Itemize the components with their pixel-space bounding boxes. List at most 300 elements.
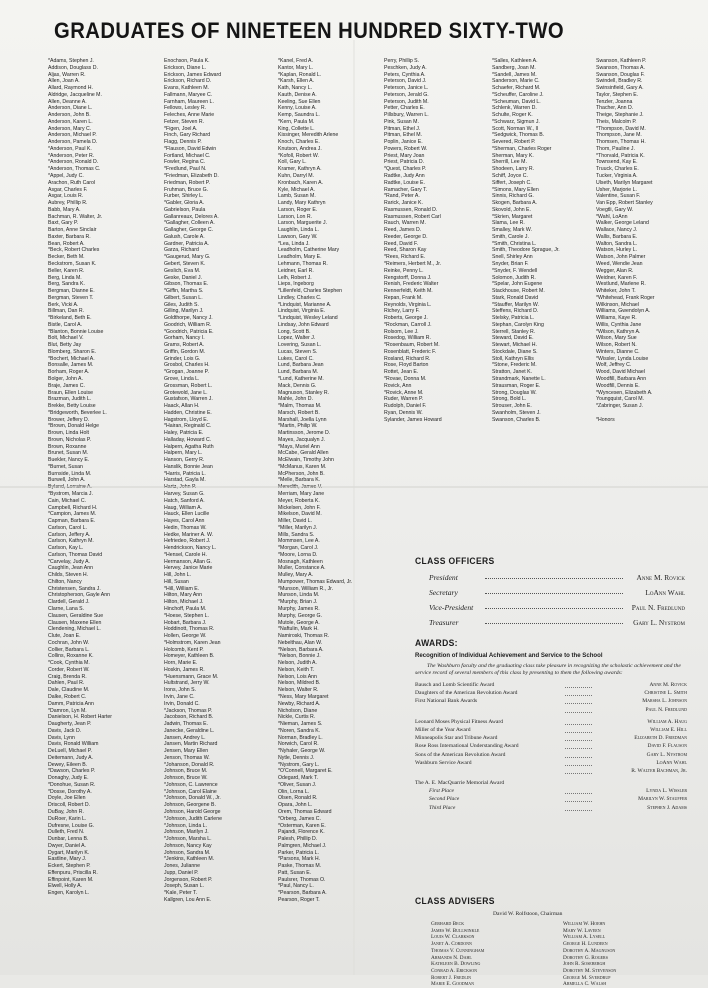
graduate-name: Anderson, Mary C. <box>48 125 92 132</box>
graduate-name: Kemp, Saundra L. <box>278 112 320 119</box>
graduate-name: Hinchoff, Paula M. <box>164 606 207 613</box>
graduate-name: Childs, Steven H. <box>48 572 89 579</box>
award-recipient: Paul N. Fredlund <box>645 706 687 713</box>
graduate-name: Snyder, Brian F. <box>492 260 529 267</box>
graduate-name: *Kofoll, Robert W. <box>278 152 319 159</box>
graduate-name: Craig, Brenda R. <box>48 673 87 680</box>
graduate-name: *Anderson, Paul K. <box>48 145 92 152</box>
graduate-name: Kramer, Kathryn A. <box>278 166 322 173</box>
graduate-name: *Jenkins, Kathleen M. <box>164 856 215 863</box>
graduate-name: Wilson, Robert N. <box>596 342 637 349</box>
graduate-name: Shodeen, Larry R. <box>492 166 535 173</box>
graduate-name: Marsch, Robert B. <box>278 409 320 416</box>
graduate-name: Carlson, Kathryn M. <box>48 538 94 545</box>
graduate-name: Irons, John S. <box>164 687 197 694</box>
graduate-name: Snell, Shirley Ann <box>492 254 533 261</box>
graduate-name: *Nystrom, Gary L. <box>278 761 320 768</box>
graduate-name: Hobart, Barbara J. <box>164 619 207 626</box>
graduate-name: *Adams, Stephen J. <box>48 58 94 64</box>
award-recipient: Anne M. Rovick <box>649 682 687 688</box>
graduate-name: Dale, Claudine M. <box>48 687 90 694</box>
graduate-name: Hollen, George W. <box>164 633 207 640</box>
award-row <box>415 707 687 715</box>
graduate-name: Johnson, Georgene B. <box>164 802 216 809</box>
graduate-name: Thomsen, Thomas H. <box>596 139 646 146</box>
graduate-name: Lieps, Ingeborg <box>278 281 314 288</box>
graduates-column-1 <box>48 58 112 897</box>
awards-list <box>415 682 687 813</box>
graduate-name: Beller, Karen R. <box>48 267 85 274</box>
graduate-name: Gorham, Nancy I. <box>164 335 205 342</box>
graduate-name: Braje, James C. <box>48 382 85 389</box>
adviser-name: Dorothy M. Stevenson <box>563 967 617 974</box>
graduate-name: *Scheuman, David L. <box>492 98 541 105</box>
graduate-name: Lindquist, Virginia E. <box>278 308 326 315</box>
graduate-name: Erickson, Richard D. <box>164 78 212 85</box>
graduate-name: Radtke, Louise E. <box>384 179 425 186</box>
officer-name: Anne M. Rovick <box>636 573 685 582</box>
adviser-name: Gerhard Beck <box>431 921 465 927</box>
award-row <box>415 727 687 735</box>
graduate-name: *Anderson, Ronald D. <box>48 159 99 166</box>
graduate-name: Johnson, Nancy Kay <box>164 842 212 849</box>
adviser-name: Mary W. Laveen <box>563 927 601 934</box>
graduate-name: Eckert, Stephen P. <box>48 863 91 870</box>
graduate-name: Sherman, Mary K. <box>492 152 534 159</box>
graduate-name: Poplin, Janice E. <box>384 139 423 146</box>
graduate-name: Reed, Sharon Kay <box>384 247 427 254</box>
graduate-name: Effenpuru, Priscilla R. <box>48 869 98 876</box>
graduate-name: Thacher, Ann D. <box>596 105 634 112</box>
graduate-name: Hendrickson, Nancy L. <box>164 545 217 552</box>
graduate-name: *Cook, Cynthia M. <box>48 660 90 667</box>
award-label: First Place <box>429 788 455 795</box>
graduate-name: Brekke, Betty Louise <box>48 403 96 410</box>
graduate-name: Grams, Robert A. <box>164 342 205 349</box>
graduate-name: Gilbert, Susan L. <box>164 294 203 301</box>
graduate-name: Carlson, Jeffery A. <box>48 531 91 538</box>
graduate-name: *Paul, Nancy L. <box>278 883 314 890</box>
graduate-name: *Oliver, Susan J. <box>278 781 317 788</box>
graduate-name: Swanholm, Steven J. <box>492 409 541 416</box>
graduate-name: *Thompson, David M. <box>596 125 646 132</box>
graduate-name <box>596 410 655 417</box>
graduate-name: Gebert, Steven K. <box>164 260 206 267</box>
graduate-name: Kallgren, Lou Ann E. <box>164 896 212 903</box>
graduate-name: Lucas, Steven S. <box>278 348 318 355</box>
graduate-name: Lelh, Robert J. <box>278 274 312 281</box>
graduate-name: Kissinger, Meredith Arlene <box>278 132 339 139</box>
graduate-name: *Brown, Donald Helge <box>48 423 100 430</box>
graduate-name: Hefriedeo, Robert J. <box>164 538 211 545</box>
graduate-name: Harvey, Susan G. <box>164 491 205 497</box>
graduate-name: Horn, Marie E. <box>164 660 198 667</box>
graduate-name: Nebelthau, Alan W. <box>278 639 323 646</box>
graduate-name: Powers, Robert W. <box>384 145 428 152</box>
graduate-name: Weed, Wendie Jean <box>596 260 643 267</box>
graduate-name: Meyer, Roberta K. <box>278 497 320 504</box>
graduate-name: *Pearson, Barbara A. <box>278 890 327 897</box>
graduate-name: *Stauffer, Marilyn W. <box>492 301 539 308</box>
graduate-name: Steffens, Richard D. <box>492 308 539 315</box>
graduate-name: Kronbach, Karen A. <box>278 179 323 186</box>
graduate-name: Irvin, Jane C. <box>164 693 195 700</box>
graduate-name: Dufresne, Louise G. <box>48 822 95 829</box>
graduate-name: Muller, Constance A. <box>278 565 326 572</box>
graduate-name: Watson, Hurley L. <box>596 247 638 254</box>
graduate-name: Asgar, Charles F. <box>48 186 88 193</box>
graduate-name: Sandberg, Joan M. <box>492 64 536 71</box>
graduate-name: Furber, Shirley L. <box>164 193 204 200</box>
graduate-name: Byland, Lorraine A. <box>48 484 92 491</box>
graduate-name: *Nelson, Barbara A. <box>278 646 324 653</box>
graduate-name: Schulte, Roger K. <box>492 112 533 119</box>
graduate-name: Wilkinson, Michael <box>596 301 639 308</box>
graduate-name: *Rovae, Donna M. <box>384 375 427 382</box>
graduate-name: Dulleth, Fred N. <box>48 829 85 836</box>
graduate-name: Stockdale, Diane S. <box>492 348 538 355</box>
graduate-name: Aljas, Warren R. <box>48 71 86 78</box>
graduate-name: McPherson, John B. <box>278 470 325 477</box>
graduate-name: Berg, Linda M. <box>48 274 82 281</box>
graduate-name: *Damron, Lyn M. <box>48 707 87 714</box>
graduate-name: *Stone, Frederic M. <box>492 362 537 369</box>
graduates-column-6 <box>596 58 655 423</box>
graduate-name: Fellows, Lesley R. <box>164 105 207 112</box>
graduate-name: *Morgan, Carol J. <box>278 545 319 552</box>
graduate-name: Hilton, Mary Ann <box>164 592 203 599</box>
graduate-name: *Reimers, Herbert M., Jr. <box>384 260 442 267</box>
award-recipient: Gary L. Nystrom <box>646 751 687 758</box>
graduate-name: Jupp, Daniel P. <box>164 869 199 876</box>
graduate-name: Truuck, Charles E. <box>596 166 639 173</box>
graduate-name: DuBay, John R. <box>48 808 84 815</box>
graduate-name: Lovering, Susan L. <box>278 342 322 349</box>
graduate-name: Strong, Douglas W. <box>492 389 537 396</box>
graduate-name: Strausman, Roger E. <box>492 382 541 389</box>
class-advisers-section <box>415 896 687 988</box>
officer-row <box>415 586 685 601</box>
graduate-name: Bolger, John A. <box>48 375 83 382</box>
graduate-name: Eastline, Mary J. <box>48 856 87 863</box>
graduate-name: Bachman, R. Walter, Jr. <box>48 213 103 220</box>
adviser-name: Kathleen B. Dowling <box>431 961 481 968</box>
award-row <box>415 698 687 706</box>
awards-subheading: Recognition of Individual Achievement and Service to the School <box>415 652 603 659</box>
graduate-name: DuRoer, Karin L. <box>48 815 87 822</box>
advisers-right-column <box>563 921 616 988</box>
graduate-name: *Giffin, Martha S. <box>164 288 204 295</box>
award-row <box>415 752 687 760</box>
graduate-name: Fruhman, Bruce G. <box>164 186 209 193</box>
graduate-name: Bergman, Steven T. <box>48 294 94 301</box>
graduate-name: Rasmussen, Robert Carl <box>384 213 441 220</box>
graduate-name: Kantor, Mary L. <box>278 64 314 71</box>
graduate-name: *Hoese, Stephen L. <box>164 612 209 619</box>
graduate-name: Magnuson, Stanley R. <box>278 389 330 396</box>
graduate-name: Fetzer, Steven R. <box>164 118 205 125</box>
graduate-name: Paulsrer, Thomas O. <box>278 876 326 883</box>
graduate-name: *Naftulin, Mark H. <box>278 626 319 633</box>
graduate-name: Mickelsen, John F. <box>278 504 321 511</box>
graduate-name: Sanderson, Marie C. <box>492 78 540 85</box>
award-label: Washburn Service Award <box>415 759 472 766</box>
class-officers-heading: CLASS OFFICERS <box>415 556 495 567</box>
graduate-name: Halpern, Mary L. <box>164 450 203 457</box>
graduate-name: Lukes, Carol C. <box>278 355 314 362</box>
graduate-name: Norwich, Carol R. <box>278 741 319 748</box>
award-label: Daughters of the American Revolution Award <box>415 690 518 697</box>
graduate-name: Merriam, Mary Jane <box>278 491 325 497</box>
graduate-name: Murphy, James R. <box>278 606 320 613</box>
graduate-name: Fowler, Regina C. <box>164 159 206 166</box>
graduate-name: Lund, Barbara Jean <box>278 362 324 369</box>
graduate-name: Haley, Patricia E. <box>164 430 204 437</box>
graduate-name: Palmgren, Michael J. <box>278 842 327 849</box>
graduate-name: Nelson, Keith T. <box>278 666 315 673</box>
graduate-name: Clausen, Maxene Ellen <box>48 619 102 626</box>
graduate-name: Nelson, Lois Ann <box>278 673 317 680</box>
graduate-name: Aubrey, Phillip R. <box>48 200 88 207</box>
graduate-name: Driscoll, Robert D. <box>48 802 91 809</box>
graduate-name: Hervey, Janice Marie <box>164 565 213 572</box>
graduate-name: Usher, Marjorie L. <box>596 186 637 193</box>
award-label: Bausch and Lomb Scientific Award <box>415 682 495 688</box>
graduate-name: Stewart, Michael H. <box>492 342 537 349</box>
graduate-name: Olin, Lorna L. <box>278 788 310 795</box>
graduate-name: Harstad, Gayla M. <box>164 477 206 484</box>
graduate-name: Smalley, Mark W. <box>492 227 532 234</box>
graduate-name: Landy, Mary Kathryn <box>278 200 326 207</box>
graduate-name: *Johnson, Linda L. <box>164 822 207 829</box>
award-recipient: R. Walter Bachman, Jr. <box>631 767 687 774</box>
graduate-name: Orem, Thomas Edward <box>278 808 332 815</box>
graduate-name: Hatch, Sanford A. <box>164 497 205 504</box>
graduate-name: *Rees, Richard E. <box>384 254 426 261</box>
graduate-name: Fortland, Michael C. <box>164 152 211 159</box>
graduate-name: Goodrich, William R. <box>164 321 212 328</box>
graduate-name: Christensen, Sandra J. <box>48 585 101 592</box>
graduate-name: *Donohue, Susan R. <box>48 781 96 788</box>
graduate-name: *Zabringer, Susan J. <box>596 403 644 410</box>
graduate-name: Meredith, James V. <box>278 484 323 491</box>
graduate-name: *McManus, Karen M. <box>278 463 327 470</box>
graduate-name: *Kanel, Fred A. <box>278 58 313 64</box>
graduate-name: Grotewold, Jane L. <box>164 389 208 396</box>
graduate-name: Reed, James D. <box>384 227 422 234</box>
graduate-name: Baxt, Gary P. <box>48 220 79 227</box>
graduate-name: Palesh, Phillip D. <box>278 836 318 843</box>
graduate-name: Peterson, Judith M. <box>384 98 429 105</box>
award-row <box>415 760 687 768</box>
graduate-name: Koll, Gary L. <box>278 159 307 166</box>
graduate-name: Wallace, Nancy J. <box>596 227 638 234</box>
graduate-name: Gallagher, George C. <box>164 227 214 234</box>
graduate-name: Clendening, Michael L. <box>48 626 101 633</box>
graduate-name: *Lillenfeld, Charles Stephen <box>278 288 343 295</box>
graduate-name: *Noren, Sandra K. <box>278 727 321 734</box>
graduate-name: Pink, Susan M. <box>384 118 419 125</box>
graduate-name: Long, Scott B. <box>278 328 311 335</box>
graduate-name: Becker, Beth M. <box>48 254 85 261</box>
graduate-name: *Sedgwick, Thomas B. <box>492 132 545 139</box>
graduate-name: Gabrielson, Paula <box>164 206 206 213</box>
graduate-name: Mommsen, Lee A. <box>278 538 320 545</box>
graduate-name: Gallanreaux, Delores A. <box>164 213 219 220</box>
award-recipient: William E. Hill <box>650 726 687 733</box>
graduate-name: Rosedog, William R. <box>384 335 431 342</box>
graduate-name: Grove, Linda L. <box>164 375 200 382</box>
graduate-name: Westlund, Marlene R. <box>596 281 646 288</box>
graduate-name: *Johnson, Marsha L. <box>164 836 212 843</box>
graduate-name: Anderson, Michael P. <box>48 132 97 139</box>
graduate-name: Johnson, Bruce W. <box>164 775 208 782</box>
graduate-name: *Miller, Marilyn J. <box>278 524 318 531</box>
graduate-name: *Simons, Mary Ellen <box>492 186 539 193</box>
adviser-name: Dorothy A. Magnuson <box>563 947 616 954</box>
graduate-name: Ulseth, Marilyn Margaret <box>596 179 653 186</box>
graduate-name: Brown, Nicholas P. <box>48 436 92 443</box>
graduate-name: Grossman, Robert L. <box>164 382 213 389</box>
graduate-name: *Hill, William E. <box>164 585 200 592</box>
graduate-name: Dahlen, Paul R. <box>48 680 85 687</box>
graduate-name: *Karsh, Ellen A. <box>278 78 315 85</box>
adviser-name: John R. Sosebergh <box>563 961 606 968</box>
graduate-name: Kath, Nancy L. <box>278 85 313 92</box>
graduate-name: *Friedman, Elizabeth D. <box>164 173 219 180</box>
graduate-name: Priest, Patricia D. <box>384 159 425 166</box>
graduate-name: Steward, David E. <box>492 335 534 342</box>
awards-intro: The Washburn faculty and the graduating class take pleasure in recognizing the scholastic achievement and the service record of several members of this class by presenting to them the following awards: <box>415 663 681 676</box>
graduate-name: Scott, Norman W., II <box>492 125 539 132</box>
graduate-name: Lopez, Walter J. <box>278 335 316 342</box>
graduate-name: *Murphy, Brian J. <box>278 599 318 606</box>
graduate-name: *Sherman, Charles Roger <box>492 145 552 152</box>
graduate-name: Munson, Linda M. <box>278 592 320 599</box>
graduate-name: Doyle, Joe Ellen <box>48 795 86 802</box>
graduate-name: Perry, Phillip S. <box>384 58 420 64</box>
graduate-name: Sylander, James Howard <box>384 416 442 423</box>
award-label: First National Bank Awards <box>415 698 478 705</box>
graduate-name: Brazman, Judith L. <box>48 396 92 403</box>
graduate-name: Thompson, Jane M. <box>596 132 642 139</box>
adviser-name: Conrad A. Erickson <box>431 967 478 974</box>
graduate-name: Nelson, Judith A. <box>278 660 317 667</box>
graduate-name: Janecke, Geraldine L. <box>164 727 215 734</box>
graduate-name: Beckstrom, Susan K. <box>48 260 97 267</box>
graduate-name: Donaghy, Judy E. <box>48 775 89 782</box>
graduate-name: Reed, David F. <box>384 240 419 247</box>
graduate-name: *Carvelay, Judy A. <box>48 558 90 565</box>
graduate-name: Brunet, Susan M. <box>48 450 89 457</box>
graduate-name: Irvin, Donald C. <box>164 700 200 707</box>
graduate-name: Cochran, John W. <box>48 639 90 646</box>
graduate-name: Haack, Allan H. <box>164 403 200 410</box>
graduate-name: Effinpoint, Karen M. <box>48 876 94 883</box>
graduate-name: Bonsalle, James M. <box>48 362 94 369</box>
graduate-name: Peterson, Jerald G. <box>384 91 429 98</box>
graduate-name: *Spelar, John Eugene <box>492 281 543 288</box>
award-recipient: Stephen J. Adams <box>647 804 687 811</box>
graduate-name: *Goodrich, Patricia E. <box>164 328 214 335</box>
graduate-name: Jadwin, Thomas E. <box>164 721 209 728</box>
graduate-name: Sinnis, Richard G. <box>492 193 534 200</box>
graduate-name: Garza, Richard <box>164 247 199 254</box>
graduate-name: Pajandi, Florence K. <box>278 829 325 836</box>
graduate-name: Farnham, Maureen L. <box>164 98 214 105</box>
graduate-name: Jensen, Mary Ellen <box>164 748 209 755</box>
graduate-name: Sterrell, Stanley R. <box>492 328 536 335</box>
graduate-name: Carlson, Thomas David <box>48 551 103 558</box>
graduate-name: King, Collette L. <box>278 125 315 132</box>
graduate-name: *Lea, Linda J. <box>278 240 310 247</box>
graduate-name: Pitman, Ethel M. <box>384 132 423 139</box>
graduate-name: *Blanton, Bonnie Louise <box>48 328 104 335</box>
graduate-name: Christopherson, Gayle Ann <box>48 592 110 599</box>
graduates-column-4 <box>384 58 442 423</box>
award-recipient: William A. Haug <box>647 718 687 725</box>
graduate-name: Hanson, Gerry R. <box>164 457 205 464</box>
adviser-name: Janet A. Cordonn <box>431 941 472 948</box>
graduate-name: Hayes, Carol Ann <box>164 518 205 525</box>
graduate-name: *Salles, Kathleen A. <box>492 58 538 64</box>
graduate-name: *Kern, Paula M. <box>278 118 315 125</box>
graduate-name: Watson, John Palmer <box>596 254 646 261</box>
graduate-name: Hill, Susan <box>164 578 189 585</box>
graduate-name: Leadholm, Catherine Mary <box>278 247 340 254</box>
graduate-name: *Rockman, Carroll J. <box>384 321 432 328</box>
graduate-name: Willis, Cynthia Jane <box>596 321 642 328</box>
graduate-name: Erickson, James Edward <box>164 71 222 78</box>
graduate-name: *Lund, Katherine M. <box>278 375 324 382</box>
graduate-name: Rasmussen, Ronald D. <box>384 206 438 213</box>
graduate-name: Nickle, Curtis R. <box>278 714 316 721</box>
graduate-name: Collins, Roxanne K. <box>48 653 94 660</box>
graduate-name: Geske, Daniel J. <box>164 274 203 281</box>
graduate-name: Enochson, Paula K. <box>164 58 210 64</box>
graduate-name: Davis, Jack D. <box>48 727 82 734</box>
award-row <box>415 805 687 813</box>
graduate-name: Johnson, Bruce M. <box>164 768 208 775</box>
graduate-name: Gustafson, Warren J. <box>164 396 213 403</box>
graduate-name: *Jackson, Thomas P. <box>164 707 213 714</box>
graduate-name: Tucker, Virginia A. <box>596 173 638 180</box>
officer-role: Treasurer <box>429 618 459 627</box>
graduate-name: *Sandell, James M. <box>492 71 537 78</box>
graduate-name: Pearson, Roger T. <box>278 896 320 903</box>
graduate-name: Bistle, Carol A. <box>48 321 83 328</box>
graduate-name: *Parsons, Mark H. <box>278 856 321 863</box>
graduate-name: McCabe, Gerald Allen <box>278 450 329 457</box>
graduate-name: *Nyhaler, George W. <box>278 748 326 755</box>
graduate-name: Billman, Dan R. <box>48 308 85 315</box>
graduate-name: Radtke, Judy Ann <box>384 173 425 180</box>
graduate-name: Lund, Barbara M. <box>278 369 319 376</box>
graduate-name: Gibson, Thomas E. <box>164 281 209 288</box>
graduate-name: Walker, George Leland <box>596 220 649 227</box>
adviser-name: James W. Bullwinkle <box>431 927 480 934</box>
graduate-name: *Gabler, Gloria A. <box>164 200 205 207</box>
graduate-name: DeLuell, Michael P. <box>48 748 93 755</box>
graduate-name: Kenny, Louise A. <box>278 105 317 112</box>
graduate-name: Lawson, Gary W. <box>278 233 318 240</box>
graduate-name: Mutole, George A. <box>278 619 320 626</box>
graduate-name: *Johnson, Carol Elaine <box>164 788 217 795</box>
graduate-name: Rarick, Janice K. <box>384 200 423 207</box>
graduate-name: Carlson, Kay L. <box>48 545 84 552</box>
award-label: Leonard Moses Physical Fitness Award <box>415 718 504 725</box>
graduate-name: Petter, Charles E. <box>384 105 425 112</box>
